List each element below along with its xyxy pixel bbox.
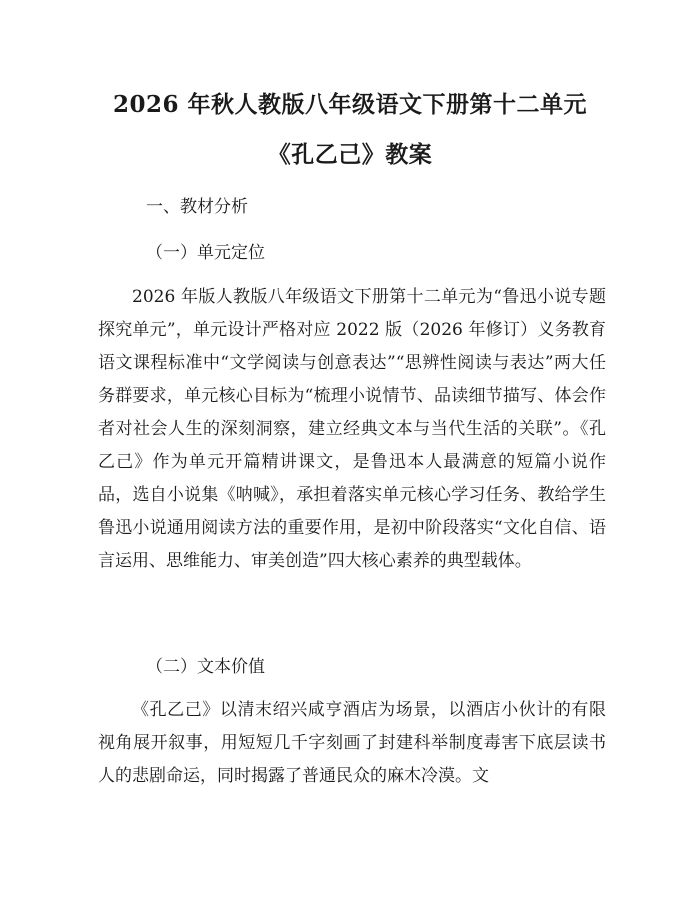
- section-heading-textbook-analysis: 一、教材分析: [146, 197, 248, 217]
- subsection-heading-unit-positioning: （一）单元定位: [146, 243, 265, 263]
- document-title-line-2: 《孔乙己》教案: [267, 141, 433, 168]
- document-title-line-1: 2026 年秋人教版八年级语文下册第十二单元: [112, 91, 588, 118]
- subsection-heading-text-value: （二）文本价值: [146, 657, 265, 677]
- paragraph-text-value: 《孔乙己》以清末绍兴咸亨酒店为场景，以酒店小伙计的有限视角展开叙事，用短短几千字刻画了封建科举制度毒害下底层读书人的悲剧命运，同时揭露了普通民众的麻木冷漠。文: [98, 700, 606, 786]
- paragraph-unit-positioning: 2026 年版人教版八年级语文下册第十二单元为“鲁迅小说专题探究单元”，单元设计严格对应 2022 版（2026 年修订）义务教育语文课程标准中“文学阅读与创意表达”“思辨性阅读与表达”两大任务群要求，单元核心目标为“梳理小说情节、品读细节描写、体会作者对社会人生的深刻洞察，建立经典文本与当代生活的关联”。《孔乙己》作为单元开篇精讲课文，是鲁迅本人最满意的短篇小说作品，选自小说集《呐喊》，承担着落实单元核心学习任务、教给学生鲁迅小说通用阅读方法的重要作用，是初中阶段落实“文化自信、语言运用、思维能力、审美创造”四大核心素养的典型载体。: [98, 287, 606, 571]
